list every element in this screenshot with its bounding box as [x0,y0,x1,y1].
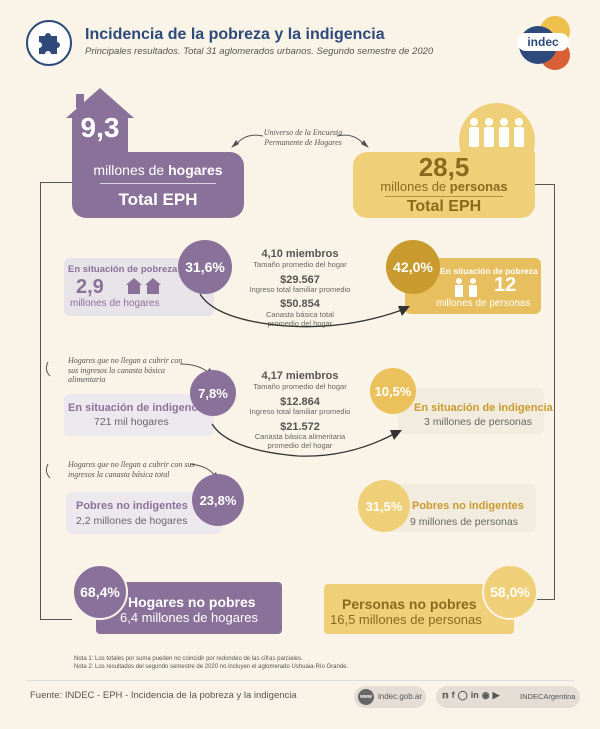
indigencia-mid-basket: $21.572 [280,421,320,433]
linkedin-icon[interactable]: in [470,690,479,700]
indigencia-hogares-sub: 721 mil hogares [94,416,169,428]
no-pobres-personas-pct: 58,0% [482,564,538,620]
indigencia-mid-basket-desc: Canasta básica alimentaria promedio del hogar [254,432,346,450]
hogares-divider [100,183,216,184]
indigencia-hogares-pct: 7,8% [190,370,236,416]
personas-divider [385,196,503,197]
footer-web[interactable]: indec.gob.ar [378,692,423,701]
pobreza-personas-unit: millones de personas [436,298,531,309]
indigencia-mid-members: 4,17 miembros [261,370,339,382]
indec-logo-text: indec [517,33,569,51]
pobreza-mid-members: 4,10 miembros [261,248,339,260]
footer-social[interactable]: INDECArgentina [520,692,576,701]
indec-logo [515,14,577,72]
puzzle-icon [28,22,70,64]
no-indigentes-personas-label: Pobres no indigentes [412,500,524,512]
no-pobres-hogares-sub: 6,4 millones de hogares [120,610,259,625]
no-pobres-hogares-pct: 68,4% [72,564,128,620]
no-indigentes-personas-sub: 9 millones de personas [410,516,518,528]
no-pobres-hogares-label: Hogares no pobres [128,594,256,610]
www-icon: www [358,689,374,705]
page-subtitle: Principales resultados. Total 31 aglomerados urbanos. Segundo semestre de 2020 [85,46,434,57]
instagram-icon[interactable]: ◯ [457,690,468,700]
two-people-icon [452,278,482,298]
hogares-unit [72,162,244,178]
no-indigentes-hogares-label: Pobres no indigentes [76,500,188,512]
indigencia-personas-sub: 3 millones de personas [424,416,532,428]
pobreza-hogares-label: En situación de pobreza [68,264,178,275]
two-houses-icon [126,278,162,294]
pobreza-hogares-num: 2,9 [76,276,104,298]
pobreza-mid-income: $29.567 [280,274,320,286]
pobreza-mid-basket-desc: Canasta básica total promedio del hogar [266,310,334,328]
no-indigentes-hogares-sub: 2,2 millones de hogares [76,515,188,527]
indigencia-connector-arrow [208,420,408,464]
pobreza-hogares-pct: 31,6% [178,240,232,294]
indigencia-mid-members-desc: Tamaño promedio del hogar [253,382,347,391]
indigencia-mid-income-desc: Ingreso total familiar promedio [249,407,351,416]
youtube-icon[interactable]: ▶ [492,690,500,700]
pobreza-personas-pct: 42,0% [386,240,440,294]
center-note: Universo de la Encuesta Permanente de Hogares [263,128,343,147]
social-icons [442,690,500,701]
no-pobres-personas-label: Personas no pobres [342,596,477,612]
hogares-total: Total EPH [118,190,198,209]
personas-total: Total EPH [406,198,482,215]
hogares-unit-bold: hogares [168,162,223,178]
personas-unit-prefix: millones de [380,179,450,194]
footer-source: Fuente: INDEC - EPH - Incidencia de la pobreza y la indigencia [30,690,297,701]
page-title: Incidencia de la pobreza y la indigencia [85,26,385,43]
note-alimentaria: Hogares que no llegan a cubrir con sus ingresos la canasta básica alimentaria [68,356,183,385]
pobreza-connector-arrow [196,290,416,336]
spotify-icon[interactable]: ◉ [481,690,490,700]
pobreza-personas-label: En situación de pobreza [440,266,538,276]
indigencia-personas-pct: 10,5% [370,368,416,414]
hogares-unit-prefix: millones de [93,162,169,178]
note-total: Hogares que no llegan a cubrir con sus ingresos la canasta básica total [68,460,195,479]
indigencia-hogares-label: En situación de indigencia [68,402,207,414]
note-2: Nota 2: Los resultados del segundo semestre de 2020 no incluyen el aglomerado Ushuaia-Río Grande. [74,664,349,670]
footer-divider [26,680,574,681]
pobreza-personas-num: 12 [494,274,517,296]
pobreza-mid-basket: $50.854 [280,298,320,310]
hogares-big-number: 9,3 [80,112,120,143]
pobreza-mid-members-desc: Tamaño promedio del hogar [253,260,347,269]
facebook-icon[interactable]: f [451,690,455,700]
personas-unit [353,179,535,194]
indigencia-personas-label: En situación de indigencia [414,402,553,414]
indigencia-mid-income: $12.864 [280,396,320,408]
note-1: Nota 1: Los totales por suma pueden no coincidir por redondeo de las cifras parciales. [74,656,303,662]
no-indigentes-personas-pct: 31,5% [358,480,410,532]
puzzle-logo [26,20,72,66]
pobreza-hogares-unit: millones de hogares [70,298,160,309]
personas-big-number: 28,5 [418,152,470,182]
no-pobres-personas-sub: 16,5 millones de personas [330,612,482,627]
twitter-icon[interactable]: 𝕟 [442,690,449,700]
pobreza-mid-income-desc: Ingreso total familiar promedio [249,285,351,294]
no-indigentes-hogares-pct: 23,8% [192,474,244,526]
personas-unit-bold: personas [449,179,508,194]
people-icon [462,116,532,152]
